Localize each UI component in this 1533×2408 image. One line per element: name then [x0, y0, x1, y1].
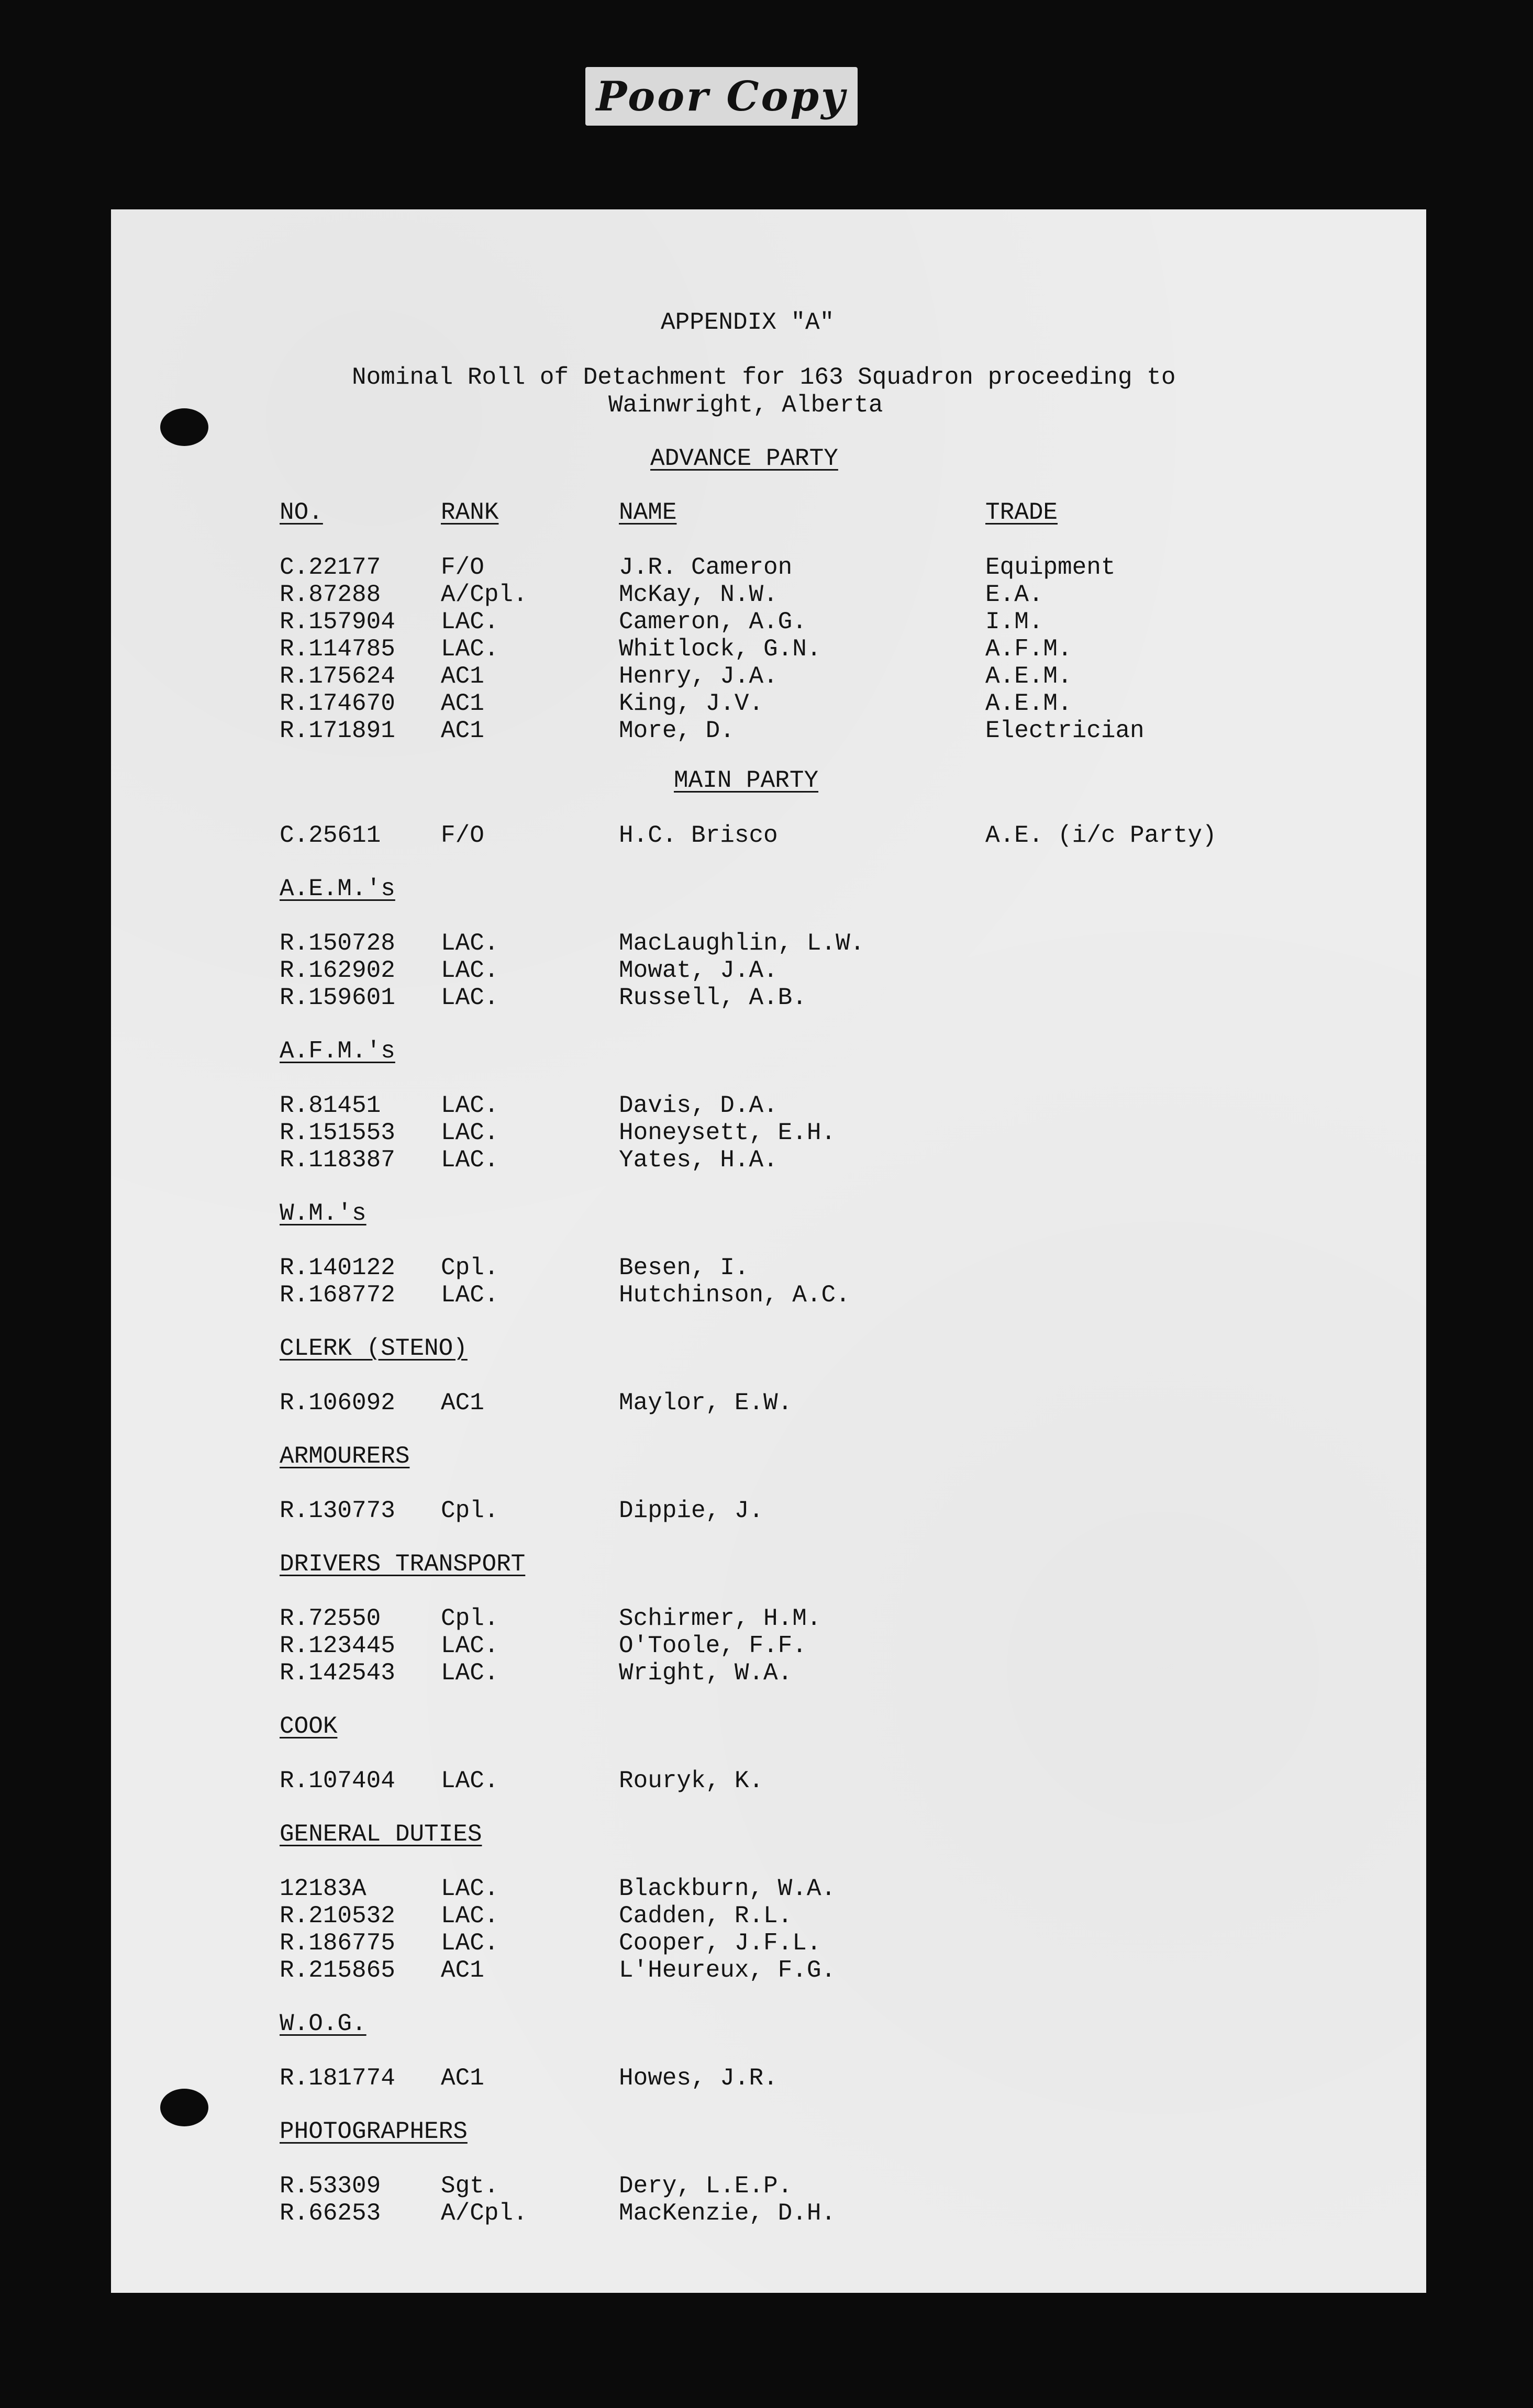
service-number: R.53309	[280, 2172, 381, 2200]
service-number: R.157904	[280, 608, 395, 636]
roll-row	[111, 1605, 1426, 1633]
service-number: R.130773	[280, 1497, 395, 1524]
rank: LAC.	[441, 1146, 499, 1174]
name: More, D.	[619, 717, 735, 744]
rank: LAC.	[441, 1281, 499, 1309]
service-number: R.114785	[280, 636, 395, 663]
name: Maylor, E.W.	[619, 1389, 793, 1417]
service-number: R.107404	[280, 1767, 395, 1794]
trade: Electrician	[985, 717, 1145, 744]
rank: F/O	[441, 822, 484, 849]
name: Schirmer, H.M.	[619, 1605, 821, 1632]
roll-row	[111, 1254, 1426, 1283]
service-number: R.81451	[280, 1092, 381, 1119]
service-number: R.87288	[280, 581, 381, 608]
rank: Cpl.	[441, 1605, 499, 1632]
roll-row	[111, 1902, 1426, 1931]
rank: LAC.	[441, 930, 499, 957]
trade: I.M.	[985, 608, 1043, 636]
service-number: R.123445	[280, 1632, 395, 1659]
name: Cooper, J.F.L.	[619, 1930, 821, 1957]
header-trade: TRADE	[985, 499, 1058, 526]
section-heading: DRIVERS TRANSPORT	[280, 1551, 526, 1578]
roll-row	[111, 1930, 1426, 1958]
rank: LAC.	[441, 1119, 499, 1146]
trade: Equipment	[985, 554, 1116, 581]
name: Davis, D.A.	[619, 1092, 778, 1119]
service-number: R.175624	[280, 663, 395, 690]
trade: A.E.M.	[985, 663, 1072, 690]
name: Howes, J.R.	[619, 2065, 778, 2092]
name: Russell, A.B.	[619, 984, 807, 1011]
service-number: R.215865	[280, 1957, 395, 1984]
name: O'Toole, F.F.	[619, 1632, 807, 1659]
name: J.R. Cameron	[619, 554, 793, 581]
section-heading: ARMOURERS	[280, 1443, 410, 1470]
roll-row	[111, 2065, 1426, 2093]
roll-row	[111, 1389, 1426, 1418]
rank: LAC.	[441, 636, 499, 663]
name: H.C. Brisco	[619, 822, 778, 849]
rank: LAC.	[441, 1659, 499, 1687]
rank: LAC.	[441, 1875, 499, 1902]
rank: Cpl.	[441, 1254, 499, 1281]
roll-row	[111, 984, 1426, 1012]
service-number: R.151553	[280, 1119, 395, 1146]
roll-row	[111, 1092, 1426, 1120]
service-number: C.22177	[280, 554, 381, 581]
service-number: R.210532	[280, 1902, 395, 1930]
service-number: R.159601	[280, 984, 395, 1011]
name: Besen, I.	[619, 1254, 749, 1281]
advance-party-row	[111, 636, 1426, 664]
advance-party-row	[111, 663, 1426, 691]
roll-row	[111, 1957, 1426, 1985]
rank: AC1	[441, 690, 484, 717]
roll-row	[111, 1281, 1426, 1310]
trade: E.A.	[985, 581, 1043, 608]
service-number: R.72550	[280, 1605, 381, 1632]
service-number: R.66253	[280, 2200, 381, 2227]
name: Wright, W.A.	[619, 1659, 793, 1687]
name: MacKenzie, D.H.	[619, 2200, 836, 2227]
appendix-heading: APPENDIX "A"	[661, 309, 835, 336]
main-party-heading: MAIN PARTY	[674, 767, 819, 794]
rank: A/Cpl.	[441, 581, 528, 608]
name: Henry, J.A.	[619, 663, 778, 690]
service-number: R.171891	[280, 717, 395, 744]
name: MacLaughlin, L.W.	[619, 930, 865, 957]
service-number: R.168772	[280, 1281, 395, 1309]
trade: A.E. (i/c Party)	[985, 822, 1217, 849]
service-number: R.118387	[280, 1146, 395, 1174]
advance-party-row	[111, 608, 1426, 637]
rank: LAC.	[441, 1767, 499, 1794]
rank: Sgt.	[441, 2172, 499, 2200]
rank: F/O	[441, 554, 484, 581]
name: Whitlock, G.N.	[619, 636, 821, 663]
roll-row	[111, 930, 1426, 958]
name: Mowat, J.A.	[619, 957, 778, 984]
service-number: R.186775	[280, 1930, 395, 1957]
roll-row	[111, 2200, 1426, 2228]
rank: LAC.	[441, 1902, 499, 1930]
title-line-1: Nominal Roll of Detachment for 163 Squadron proceeding to	[352, 364, 1176, 391]
name: Cadden, R.L.	[619, 1902, 793, 1930]
trade: A.F.M.	[985, 636, 1072, 663]
service-number: R.150728	[280, 930, 395, 957]
name: Dery, L.E.P.	[619, 2172, 793, 2200]
section-heading: PHOTOGRAPHERS	[280, 2118, 468, 2145]
rank: AC1	[441, 717, 484, 744]
name: McKay, N.W.	[619, 581, 778, 608]
section-heading: W.O.G.	[280, 2010, 366, 2037]
roll-row	[111, 1875, 1426, 1903]
header-name: NAME	[619, 499, 677, 526]
poor-copy-stamp: Poor Copy	[585, 67, 858, 126]
name: Honeysett, E.H.	[619, 1119, 836, 1146]
name: Rouryk, K.	[619, 1767, 764, 1794]
name: Hutchinson, A.C.	[619, 1281, 850, 1309]
section-heading: CLERK (STENO)	[280, 1335, 468, 1362]
service-number: R.174670	[280, 690, 395, 717]
service-number: C.25611	[280, 822, 381, 849]
rank: AC1	[441, 2065, 484, 2092]
roll-row	[111, 1119, 1426, 1147]
roll-row	[111, 1632, 1426, 1660]
nominal-roll	[111, 209, 1426, 2293]
name: Dippie, J.	[619, 1497, 764, 1524]
title-line-2: Wainwright, Alberta	[608, 392, 883, 419]
advance-party-row	[111, 581, 1426, 609]
advance-party-row	[111, 554, 1426, 582]
roll-row	[111, 1497, 1426, 1525]
rank: LAC.	[441, 984, 499, 1011]
rank: AC1	[441, 1389, 484, 1417]
roll-row	[111, 1146, 1426, 1175]
column-headers	[111, 499, 1426, 527]
header-no: NO.	[280, 499, 323, 526]
name: L'Heureux, F.G.	[619, 1957, 836, 1984]
roll-row	[111, 1659, 1426, 1688]
rank: LAC.	[441, 1092, 499, 1119]
document-page	[111, 209, 1426, 2293]
rank: LAC.	[441, 608, 499, 636]
name: King, J.V.	[619, 690, 764, 717]
service-number: R.162902	[280, 957, 395, 984]
advance-party-row	[111, 690, 1426, 718]
service-number: 12183A	[280, 1875, 366, 1902]
main-party-row	[111, 822, 1426, 850]
rank: AC1	[441, 663, 484, 690]
header-rank: RANK	[441, 499, 499, 526]
service-number: R.106092	[280, 1389, 395, 1417]
section-heading: GENERAL DUTIES	[280, 1821, 482, 1848]
service-number: R.140122	[280, 1254, 395, 1281]
rank: LAC.	[441, 957, 499, 984]
section-heading: A.F.M.'s	[280, 1038, 395, 1065]
name: Blackburn, W.A.	[619, 1875, 836, 1902]
rank: Cpl.	[441, 1497, 499, 1524]
service-number: R.142543	[280, 1659, 395, 1687]
section-heading: A.E.M.'s	[280, 875, 395, 902]
roll-row	[111, 957, 1426, 985]
advance-party-heading: ADVANCE PARTY	[650, 445, 838, 472]
rank: AC1	[441, 1957, 484, 1984]
section-heading: W.M.'s	[280, 1200, 366, 1227]
advance-party-row	[111, 717, 1426, 745]
roll-row	[111, 2172, 1426, 2201]
section-heading: COOK	[280, 1713, 338, 1740]
trade: A.E.M.	[985, 690, 1072, 717]
name: Yates, H.A.	[619, 1146, 778, 1174]
rank: LAC.	[441, 1632, 499, 1659]
rank: A/Cpl.	[441, 2200, 528, 2227]
rank: LAC.	[441, 1930, 499, 1957]
roll-row	[111, 1767, 1426, 1796]
name: Cameron, A.G.	[619, 608, 807, 636]
service-number: R.181774	[280, 2065, 395, 2092]
